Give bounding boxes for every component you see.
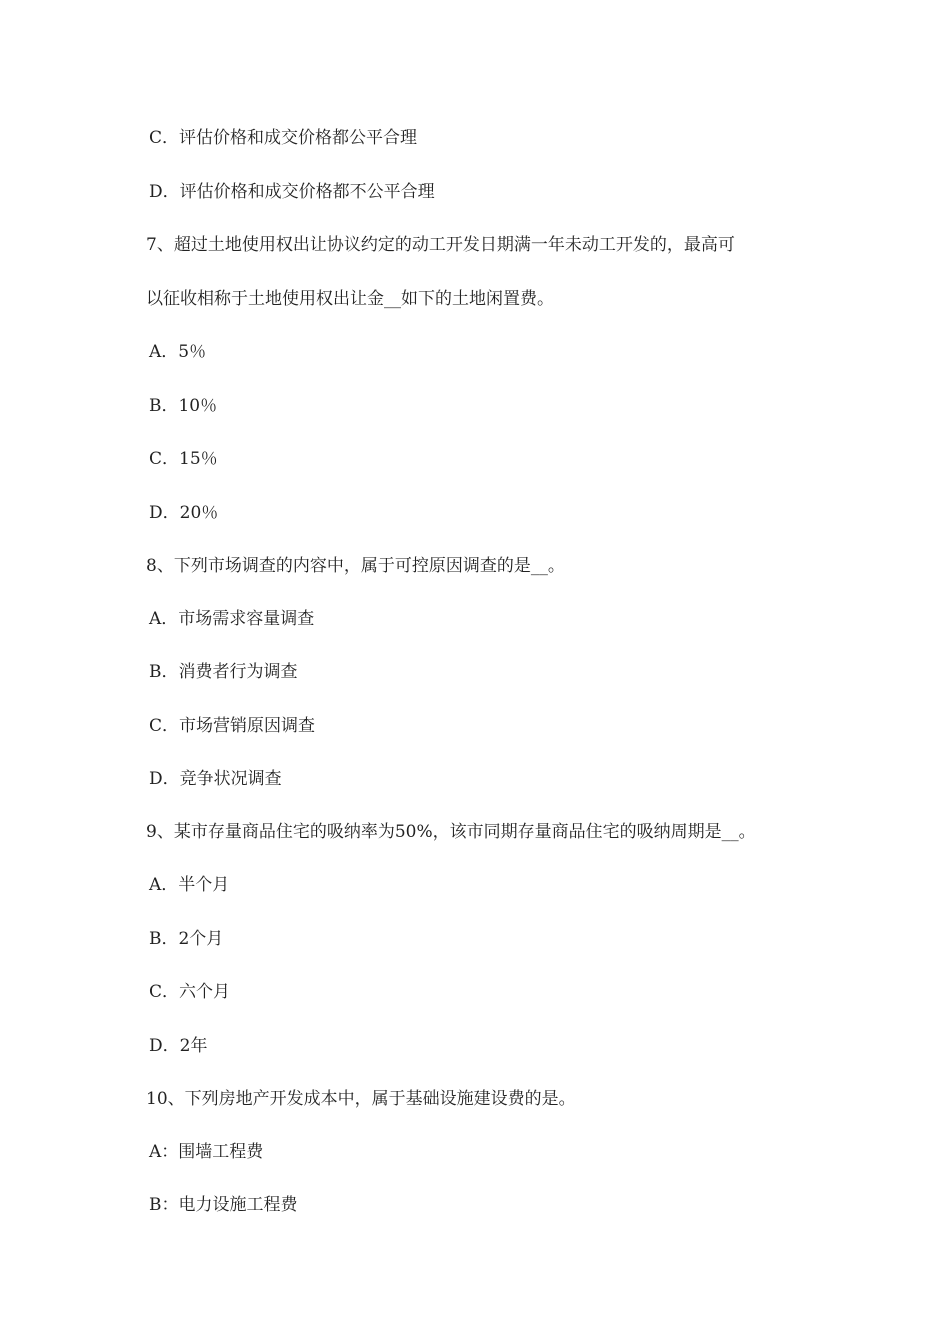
q9-option-c: C．六个月 xyxy=(149,982,231,1002)
q7-stem-line-2: 以征收相称于土地使用权出让金__如下的土地闲置费。 xyxy=(146,289,554,309)
q10-option-a: A：围墙工程费 xyxy=(149,1142,264,1162)
q7-stem-line-1: 7、超过土地使用权出让协议约定的动工开发日期满一年未动工开发的，最高可 xyxy=(146,235,735,255)
q10-stem: 10、下列房地产开发成本中，属于基础设施建设费的是。 xyxy=(146,1089,576,1109)
q8-option-b: B．消费者行为调查 xyxy=(149,662,298,682)
q8-option-c: C．市场营销原因调查 xyxy=(149,716,316,736)
q10-option-b: B：电力设施工程费 xyxy=(149,1195,298,1215)
q9-option-b: B．2个月 xyxy=(149,929,224,949)
q7-option-c: C．15％ xyxy=(149,449,218,469)
q7-option-a: A．5％ xyxy=(149,342,207,362)
q9-stem: 9、某市存量商品住宅的吸纳率为50%，该市同期存量商品住宅的吸纳周期是__。 xyxy=(146,822,756,842)
q8-option-a: A．市场需求容量调查 xyxy=(149,609,315,629)
q8-option-d: D．竞争状况调查 xyxy=(149,769,282,789)
q6-option-c: C．评估价格和成交价格都公平合理 xyxy=(149,128,418,148)
q8-stem: 8、下列市场调查的内容中，属于可控原因调查的是__。 xyxy=(146,556,565,576)
q7-option-b: B．10％ xyxy=(149,396,218,416)
q7-option-d: D．20％ xyxy=(149,503,219,523)
q9-option-a: A．半个月 xyxy=(149,875,230,895)
q6-option-d: D．评估价格和成交价格都不公平合理 xyxy=(149,182,435,202)
q9-option-d: D．2年 xyxy=(149,1036,208,1056)
